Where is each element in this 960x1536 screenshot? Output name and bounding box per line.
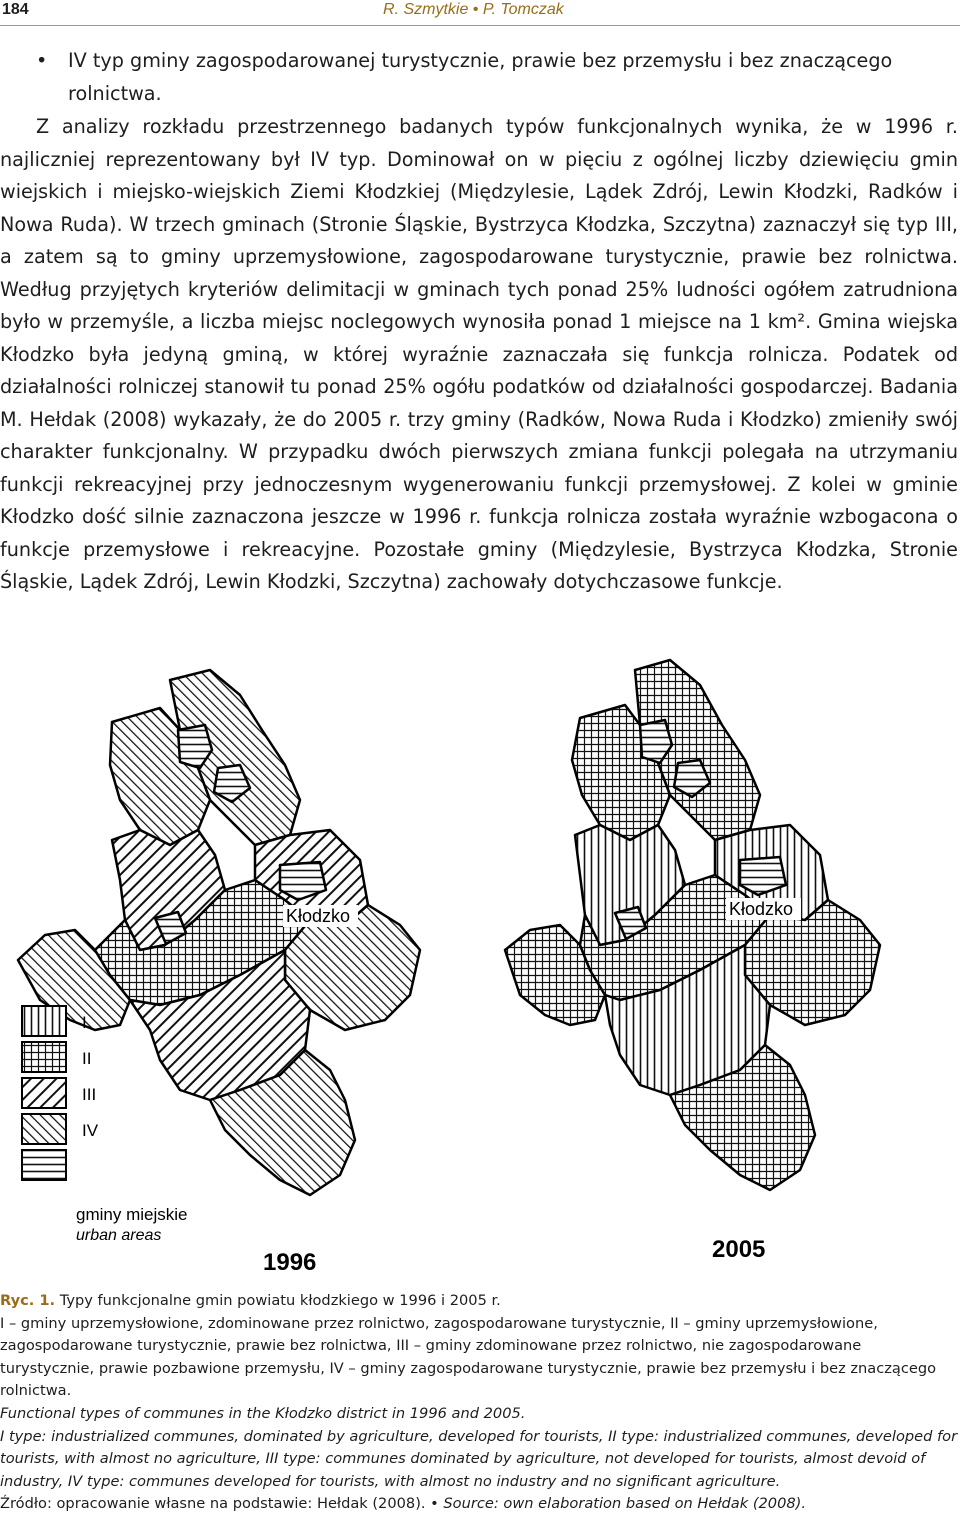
caption-source-en: Source: own elaboration based on Hełdak (2008). <box>443 1495 806 1513</box>
city-label-1996: Kłodzko <box>286 906 351 926</box>
legend-label-urban: gminy miejskie <box>76 1205 188 1224</box>
figure-maps <box>0 650 960 1290</box>
bullet-item-iv: IV typ gminy zagospodarowanej turystycznie, prawie bez przemysłu i bez znaczącego rolnictwa. <box>68 49 893 105</box>
running-head: R. Szmytkie • P. Tomczak <box>383 1 564 18</box>
header-rule <box>0 25 960 26</box>
legend-label-i: I <box>82 1013 87 1032</box>
legend-swatch-ii <box>22 1042 66 1072</box>
figure-caption <box>0 1290 958 1516</box>
map-1996 <box>18 670 420 1195</box>
caption-title-en: Functional types of communes in the Kłodzko district in 1996 and 2005. <box>0 1404 526 1422</box>
legend-swatch-iii <box>22 1078 66 1108</box>
page-header <box>0 0 960 26</box>
legend-label-iii: III <box>82 1085 97 1104</box>
caption-title-pl: Typy funkcjonalne gmin powiatu kłodzkiego w 1996 i 2005 r. <box>59 1292 501 1309</box>
year-label-2005: 2005 <box>712 1236 766 1263</box>
city-label-2005: Kłodzko <box>729 899 794 919</box>
bullet-marker: • <box>36 49 48 72</box>
caption-legend-en: I type: industrialized communes, dominated by agriculture, developed for tourists, II type: industrialized communes, developed for tourists, with almost no agriculture, III type: communes dominated by agriculture, not developed for tourists, almost devoid of industry, IV type: communes developed for tourists, with almost no industry and no significant agriculture. <box>0 1427 958 1490</box>
caption-source-pl: Źródło: opracowanie własne na podstawie: Hełdak (2008). <box>0 1495 426 1513</box>
legend-swatch-iv <box>22 1114 66 1144</box>
legend-label-ii: II <box>82 1049 92 1068</box>
caption-label: Ryc. 1. <box>0 1292 56 1309</box>
legend-swatch-i <box>22 1006 66 1036</box>
caption-title-line <box>0 1290 958 1313</box>
map-2005 <box>505 660 880 1190</box>
legend-label-iv: IV <box>82 1121 99 1140</box>
caption-source-line <box>0 1493 958 1516</box>
year-label-1996: 1996 <box>263 1249 317 1276</box>
caption-source-separator: • <box>430 1495 439 1513</box>
caption-legend-pl: I – gminy uprzemysłowione, zdominowane przez rolnictwo, zagospodarowane turystycznie, II – gminy uprzemysłowione, zagospodarowane turystycznie, prawie bez rolnictwa, III – gminy zdominowane przez rolnictwo, nie zagospodarowane turystycznie, prawie pozbawione przemysłu, IV – gminy zagospodarowane turystycznie, prawie bez przemysłu i bez znaczącego rolnictwa. <box>0 1314 937 1400</box>
page-number: 184 <box>2 1 29 18</box>
legend-swatch-urban <box>22 1150 66 1180</box>
legend-sublabel-urban: urban areas <box>76 1227 162 1244</box>
body-paragraph: Z analizy rozkładu przestrzennego badanych typów funkcjonalnych wynika, że w 1996 r. najliczniej reprezentowany był IV typ. Dominował on w pięciu z ogólnej liczby dziewięciu gmin wiejskich i miejsko-wiejskich Ziemi Kłodzkiej (Międzylesie, Lądek Zdrój, Lewin Kłodzki, Radków i Nowa Ruda). W trzech gminach (Stronie Śląskie, Bystrzyca Kłodzka, Szczytna) zaznaczył się typ III, a zatem są to gminy uprzemysłowione, zagospodarowane turystycznie, prawie bez rolnictwa. Według przyjętych kryteriów delimitacji w gminach tych ponad 25% ludności ogółem zatrudniona było w przemyśle, a liczba miejsc noclegowych wynosiła ponad 1 miejsce na 1 km². Gmina wiejska Kłodzko była jedyną gminą, w której wyraźnie zaznaczała się funkcja rolnicza. Podatek od działalności rolniczej stanowił tu ponad 25% ogółu podatków od działalności gospodarczej. Badania M. Hełdak (2008) wykazały, że do 2005 r. trzy gminy (Radków, Nowa Ruda i Kłodzko) zmieniły swój charakter funkcjonalny. W przypadku dwóch pierwszych zmiana funkcji polegała na utrzymaniu funkcji rekreacyjnej przy jednoczesnym wygenerowaniu funkcji przemysłowej. Z kolei w gminie Kłodzko dość silnie zaznaczona jeszcze w 1996 r. funkcja rolnicza została wyraźnie wzbogacona o funkcje przemysłowe i rekreacyjne. Pozostałe gminy (Międzylesie, Bystrzyca Kłodzka, Stronie Śląskie, Lądek Zdrój, Lewin Kłodzki, Szczytna) zachowały dotychczasowe funkcje. <box>0 115 958 593</box>
